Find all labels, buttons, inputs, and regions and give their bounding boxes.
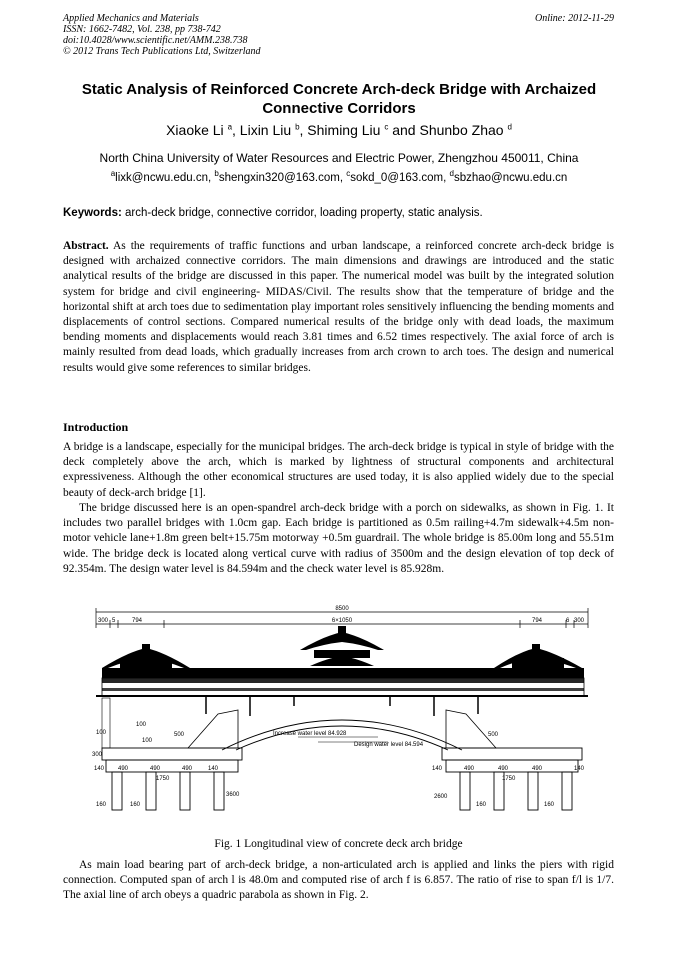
dim-label: 5 bbox=[112, 618, 116, 624]
author-name: Xiaoke Li bbox=[166, 122, 224, 138]
author-name: Lixin Liu bbox=[239, 122, 292, 138]
dim-label: 794 bbox=[532, 618, 543, 624]
email-link[interactable]: lixk@ncwu.edu.cn bbox=[115, 172, 208, 184]
dim-label: 140 bbox=[432, 766, 443, 772]
online-date: Online: 2012-11-29 bbox=[535, 13, 614, 24]
issn-line: ISSN: 1662-7482, Vol. 238, pp 738-742 bbox=[63, 24, 221, 35]
dim-label: 490 bbox=[118, 766, 129, 772]
spandrel-columns bbox=[206, 696, 478, 716]
dim-label: 160 bbox=[130, 802, 141, 808]
intro-paragraph-1: A bridge is a landscape, especially for the municipal bridges. The arch-deck bridge is typical in style of bridge with the deck completely above the arch, which is marked by lightness of structural components and architectural expressiveness. Although the other economical structures are used today, it is also applied widely due to the special beauty of deck-arch bridge [1]. bbox=[63, 441, 614, 499]
dim-label: 160 bbox=[476, 802, 487, 808]
section-heading-introduction: Introduction bbox=[63, 420, 129, 434]
email-mark: c bbox=[346, 169, 351, 179]
dim-label: 490 bbox=[464, 766, 475, 772]
dim-label: 140 bbox=[574, 766, 585, 772]
right-abutment bbox=[442, 710, 582, 810]
dim-label: 140 bbox=[94, 766, 105, 772]
keywords bbox=[63, 207, 483, 219]
dim-label: 2600 bbox=[434, 794, 448, 800]
dim-label: 490 bbox=[532, 766, 543, 772]
dim-label: 1750 bbox=[502, 776, 516, 782]
connective-corridor bbox=[96, 668, 588, 696]
total-span-label: 8500 bbox=[335, 606, 349, 612]
email-link[interactable]: shengxin320@163.com bbox=[218, 172, 340, 184]
abstract bbox=[63, 239, 614, 376]
dim-label: 1750 bbox=[156, 776, 170, 782]
pavilion-roofs bbox=[102, 626, 582, 668]
dim-label: 100 bbox=[142, 738, 153, 744]
author-list: Xiaoke Li $^a$, Lixin Liu $^b$, Shiming Liu $^c$ and Shunbo Zhao $^d$ bbox=[166, 122, 512, 138]
paper-title: Static Analysis of Reinforced Concrete Arch-deck Bridge with Archaized Connective Corridors bbox=[81, 81, 597, 117]
journal-header bbox=[63, 13, 261, 57]
doi-line: doi:10.4028/www.scientific.net/AMM.238.738 bbox=[63, 35, 248, 46]
email-mark: d bbox=[449, 169, 454, 179]
email-list: $^a$lixk@ncwu.edu.cn, $^b$shengxin320@163.com, $^c$sokd_0@163.com, $^d$sbzhao@ncwu.edu.cn bbox=[110, 169, 568, 184]
increase-water-level: Increase water level 84.928 bbox=[273, 731, 347, 737]
dim-label: 100 bbox=[96, 730, 107, 736]
dim-label: 490 bbox=[498, 766, 509, 772]
author-name: Shiming Liu bbox=[307, 122, 381, 138]
author-name: Shunbo Zhao bbox=[419, 122, 504, 138]
abstract-label: Abstract. bbox=[63, 240, 109, 252]
dim-label: 500 bbox=[174, 732, 185, 738]
author-mark: b bbox=[295, 122, 300, 132]
author-mark: d bbox=[507, 122, 512, 132]
dim-label: 100 bbox=[136, 722, 147, 728]
author-mark: a bbox=[227, 122, 233, 132]
dim-label: 140 bbox=[208, 766, 219, 772]
copyright-line: © 2012 Trans Tech Publications Ltd, Switzerland bbox=[63, 46, 261, 57]
dim-label: 490 bbox=[182, 766, 193, 772]
affiliation: North China University of Water Resources and Electric Power, Zhengzhou 450011, China bbox=[99, 151, 579, 165]
bridge-elevation-figure bbox=[88, 602, 598, 834]
abstract-text: As the requirements of traffic functions and urban landscape, a reinforced concrete arch-deck bridge is designed with archaized connective corridors. The main dimensions and drawings are introduced and the static analytical results of the bridge are discussed in this paper. The numerical model was built by the integrated solution system for bridge and civil engineering- MIDAS/Civil. The results show that the temperature of bridge and the horizontal shift at arch toes due to sedimentation play important roles sensitively influencing the bending moments and displacements of control sections. Compared numerical results of the bridge only with dead loads, the maximum bending moments and displacements would reach 3.81 times and 6.52 times respectively. The axial force of arch is mainly resulted from dead loads, which gradually increases from arch crown to arch toes. The design and numerical results would give some references to similar bridges. bbox=[63, 240, 614, 374]
email-mark: b bbox=[214, 169, 219, 179]
dim-label: 300 bbox=[92, 752, 103, 758]
arch-paragraph: As main load bearing part of arch-deck bridge, a non-articulated arch is applied and links the piers with rigid connection. Computed span of arch l is 48.0m and computed rise of arch f is 6.857. The ratio of rise to span f/l is 1/7. The axial line of arch obeys a quadric parabola as shown in Fig. 2. bbox=[63, 859, 614, 902]
dim-label: 300 bbox=[574, 618, 585, 624]
author-mark: c bbox=[384, 122, 389, 132]
dim-label: 500 bbox=[488, 732, 499, 738]
figure-caption: Fig. 1 Longitudinal view of concrete deck arch bridge bbox=[214, 838, 463, 850]
dim-label: 490 bbox=[150, 766, 161, 772]
email-link[interactable]: sokd_0@163.com bbox=[350, 172, 444, 184]
dim-label: 300 bbox=[98, 618, 109, 624]
intro-paragraph-2: The bridge discussed here is an open-spandrel arch-deck bridge with a porch on sidewalks, as shown in Fig. 1. It includes two parallel bridges with 1.0cm gap. Each bridge is partitioned as 0.5m railing+4.7m sidewalk+4.5m non-motor vehicle lane+1.8m green belt+15.75m motorway +0.5m guardrail. The whole bridge is 85.00m long and 55.51m wide. The bridge deck is located along vertical curve with radius of 3500m and the design elevation of top deck of 92.354m. The design water level is 84.594m and the check water level is 85.928m. bbox=[63, 502, 614, 575]
dim-label: 160 bbox=[96, 802, 107, 808]
email-mark: a bbox=[110, 169, 116, 179]
bridge-drawing bbox=[88, 602, 598, 834]
dim-label: 3600 bbox=[226, 792, 240, 798]
email-link[interactable]: sbzhao@ncwu.edu.cn bbox=[453, 172, 568, 184]
journal-name: Applied Mechanics and Materials bbox=[63, 13, 199, 24]
dim-label: 6 bbox=[566, 618, 570, 624]
keywords-label: Keywords: bbox=[63, 207, 122, 219]
dim-label: 6×1050 bbox=[331, 618, 353, 624]
design-water-level: Design water level 84.594 bbox=[354, 742, 424, 748]
left-abutment bbox=[102, 698, 242, 810]
dim-label: 160 bbox=[544, 802, 555, 808]
keywords-text: arch-deck bridge, connective corridor, loading property, static analysis. bbox=[125, 207, 483, 219]
dim-label: 794 bbox=[132, 618, 143, 624]
